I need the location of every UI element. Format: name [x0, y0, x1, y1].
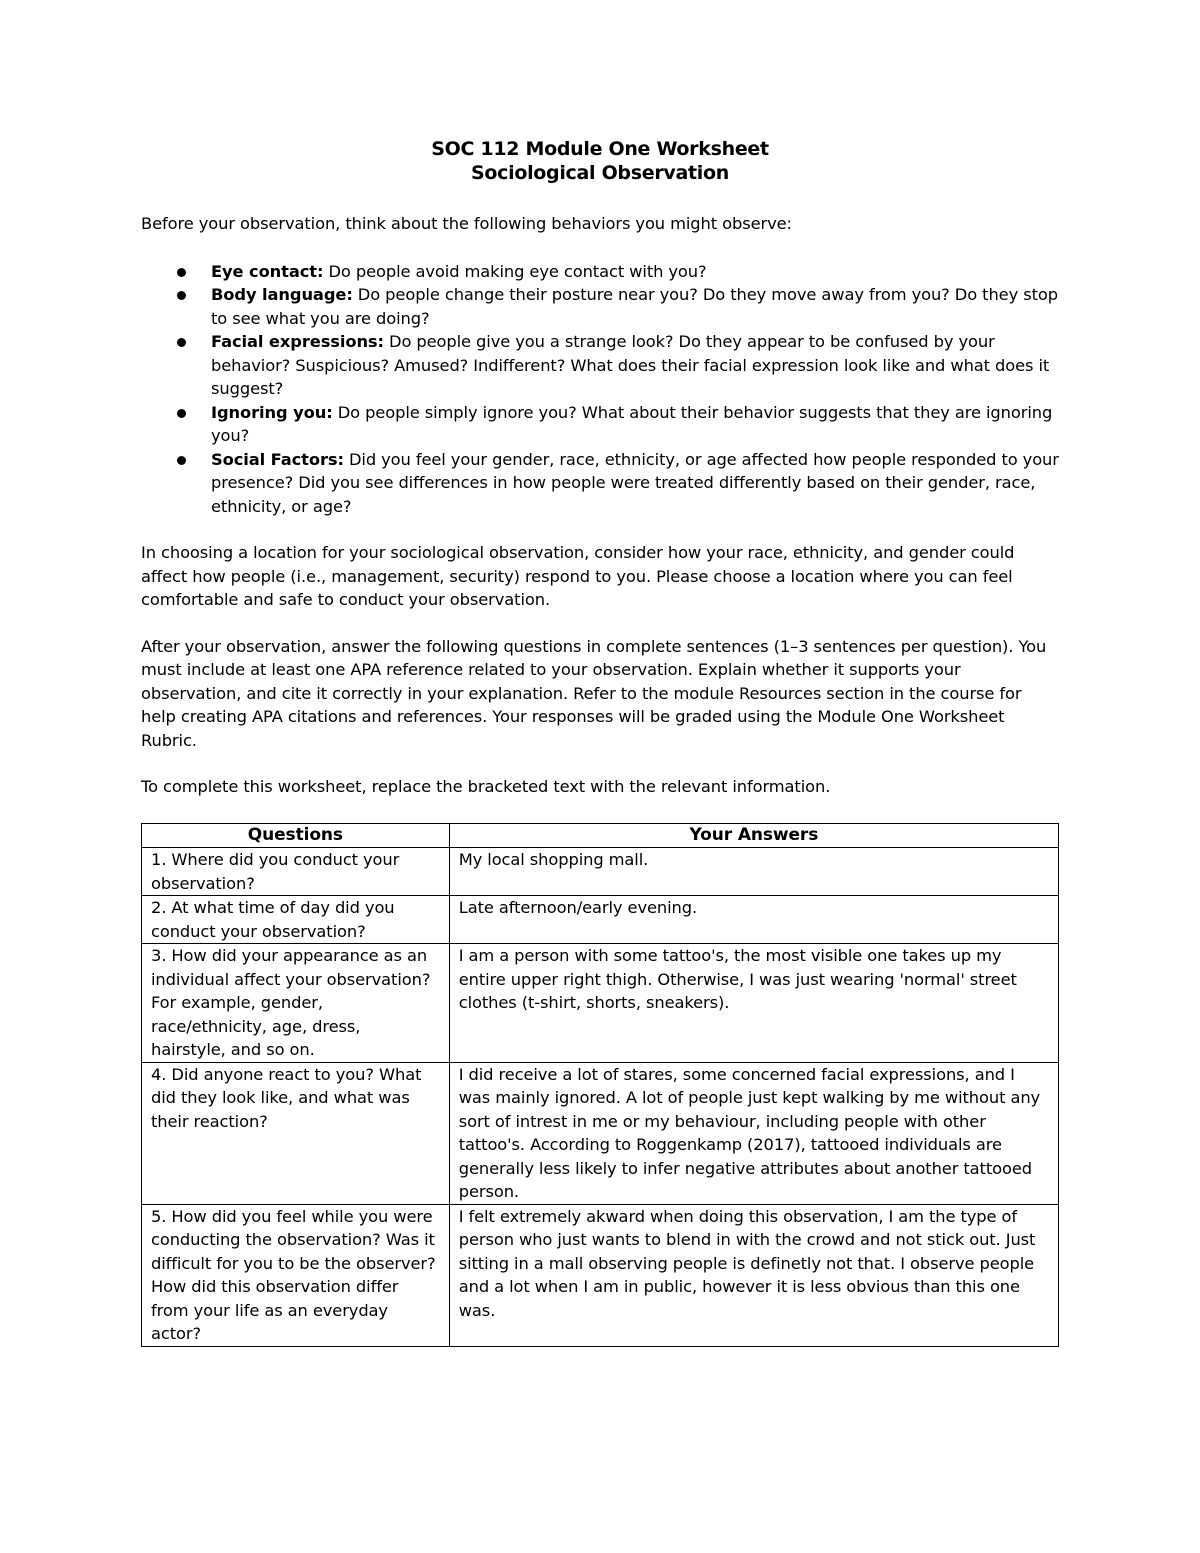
qa-table	[141, 823, 1059, 1347]
question-cell: 2. At what time of day did you conduct your observation?	[142, 896, 450, 944]
answer-cell[interactable]: I am a person with some tattoo's, the most visible one takes up my entire upper right thigh. Otherwise, I was just wearing 'normal' street clothes (t-shirt, shorts, sneakers).	[449, 944, 1058, 1063]
list-item	[141, 283, 1059, 330]
table-row	[142, 1062, 1059, 1204]
answer-cell[interactable]: Late afternoon/early evening.	[449, 896, 1058, 944]
bullet-term: Body language:	[211, 285, 353, 304]
bullet-text: Did you feel your gender, race, ethnicity, or age affected how people responded to your presence? Did you see differences in how people were treated differently based on their gender, race, ethnicity, or age?	[211, 449, 1059, 516]
worksheet-title: SOC 112 Module One Worksheet	[431, 138, 769, 160]
header-answers: Your Answers	[449, 823, 1058, 848]
answer-cell[interactable]: I did receive a lot of stares, some concerned facial expressions, and I was mainly ignored. A lot of people just kept walking by me without any sort of intrest in me or my behaviour, including people with other tattoo's. According to Roggenkamp (2017), tattooed individuals are generally less likely to infer negative attributes about another tattooed person.	[449, 1062, 1058, 1204]
bullet-icon	[177, 268, 186, 277]
bullet-text: Do people simply ignore you? What about their behavior suggests that they are ignoring you?	[211, 402, 1053, 445]
question-cell: 4. Did anyone react to you? What did they look like, and what was their reaction?	[142, 1062, 450, 1204]
bullet-term: Ignoring you:	[211, 402, 333, 422]
table-row	[142, 896, 1059, 944]
answer-cell[interactable]: I felt extremely akward when doing this observation, I am the type of person who just wants to blend in with the crowd and not stick out. Just sitting in a mall observing people is definetly not that. I observe people and a lot when I am in public, however it is less obvious than this one was.	[449, 1204, 1058, 1346]
bullet-text: Do people change their posture near you? Do they move away from you? Do they stop to see what you are doing?	[211, 285, 1058, 328]
worksheet-subtitle: Sociological Observation	[471, 162, 729, 184]
list-item	[141, 448, 1059, 519]
header-questions: Questions	[142, 823, 450, 848]
bullet-icon	[177, 338, 186, 347]
completion-paragraph: To complete this worksheet, replace the bracketed text with the relevant information.	[141, 777, 831, 796]
bullet-text: Do people avoid making eye contact with you?	[323, 261, 707, 281]
instructions-paragraph: After your observation, answer the following questions in complete sentences (1–3 sentences per question). You must include at least one APA reference related to your observation. Explain whether it supports your observation, and cite it correctly in your explanation. Refer to the module Resources section in the course for help creating APA citations and references. Your responses will be graded using the Module One Worksheet Rubric.	[141, 636, 1047, 750]
question-cell: 1. Where did you conduct your observation?	[142, 848, 450, 896]
list-item	[141, 401, 1059, 448]
bullet-term: Facial expressions:	[211, 332, 384, 351]
answer-cell[interactable]: My local shopping mall.	[449, 848, 1058, 896]
bullet-text: Do people give you a strange look? Do they appear to be confused by your behavior? Suspicious? Amused? Indifferent? What does their facial expression look like and what does it suggest?	[211, 332, 1050, 398]
location-paragraph: In choosing a location for your sociological observation, consider how your race, ethnicity, and gender could affect how people (i.e., management, security) respond to you. Please choose a location where you can feel comfortable and safe to conduct your observation.	[141, 543, 1015, 609]
behavior-list	[141, 260, 1059, 519]
bullet-icon	[177, 291, 186, 300]
question-cell: 3. How did your appearance as an individual affect your observation? For example, gender, race/ethnicity, age, dress, hairstyle, and so on.	[142, 944, 450, 1063]
list-item	[141, 260, 1059, 284]
bullet-term: Eye contact:	[211, 261, 324, 281]
bullet-term: Social Factors:	[211, 449, 344, 469]
bullet-icon	[177, 456, 186, 465]
intro-text: Before your observation, think about the following behaviors you might observe:	[141, 214, 792, 233]
table-row	[142, 1204, 1059, 1346]
list-item	[141, 330, 1059, 401]
table-header-row	[142, 823, 1059, 848]
table-row	[142, 848, 1059, 896]
bullet-icon	[177, 409, 186, 418]
table-row	[142, 944, 1059, 1063]
question-cell: 5. How did you feel while you were conducting the observation? Was it difficult for you to be the observer? How did this observation differ from your life as an everyday actor?	[142, 1204, 450, 1346]
worksheet-page	[141, 137, 1059, 1347]
